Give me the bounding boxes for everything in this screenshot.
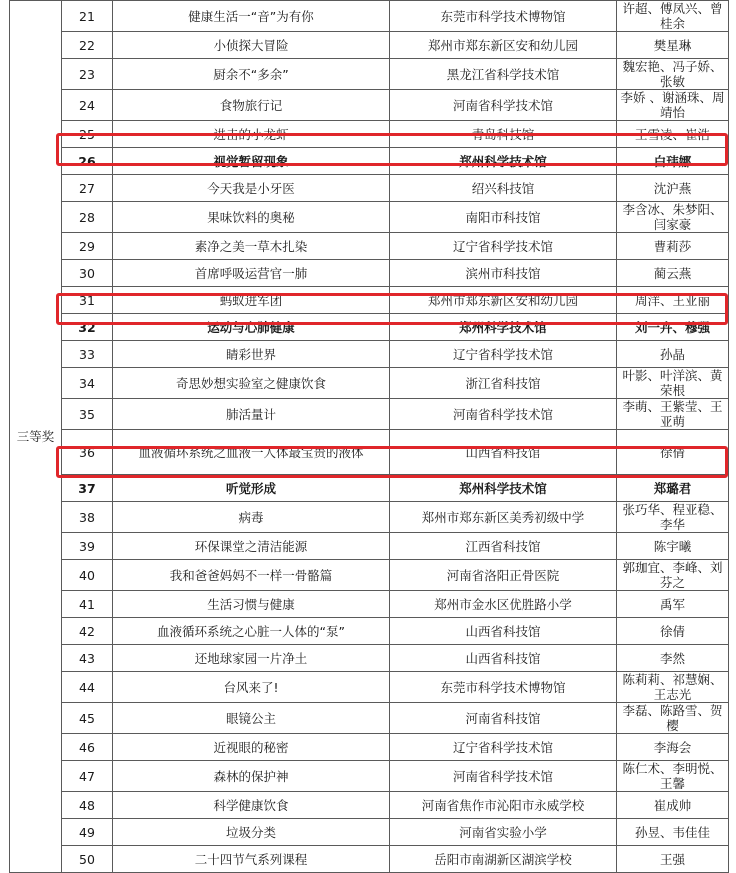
unit-cell: 河南省洛阳正骨医院 xyxy=(390,560,617,591)
unit-cell: 郑州科学技术馆 xyxy=(390,148,617,175)
authors-cell: 白玮娜 xyxy=(617,148,729,175)
awards-table xyxy=(9,0,729,873)
number-cell: 43 xyxy=(62,645,113,672)
authors-cell: 徐倩 xyxy=(617,618,729,645)
unit-cell: 山西省科技馆 xyxy=(390,645,617,672)
number-cell: 24 xyxy=(62,90,113,121)
authors-cell: 禹军 xyxy=(617,591,729,618)
number-cell: 21 xyxy=(62,1,113,32)
unit-cell: 绍兴科技馆 xyxy=(390,175,617,202)
title-cell: 环保课堂之清洁能源 xyxy=(113,533,390,560)
title-cell: 睛彩世界 xyxy=(113,341,390,368)
table-row xyxy=(10,368,729,399)
authors-cell: 王雪凌、崔浩 xyxy=(617,121,729,148)
number-cell: 47 xyxy=(62,761,113,792)
number-cell: 35 xyxy=(62,399,113,430)
title-cell: 食物旅行记 xyxy=(113,90,390,121)
unit-cell: 南阳市科技馆 xyxy=(390,202,617,233)
number-cell: 30 xyxy=(62,260,113,287)
title-cell: 还地球家园一片净土 xyxy=(113,645,390,672)
title-cell: 运动与心肺健康 xyxy=(113,314,390,341)
number-cell: 45 xyxy=(62,703,113,734)
unit-cell: 郑州市郑东新区安和幼儿园 xyxy=(390,32,617,59)
table-row xyxy=(10,430,729,475)
title-cell: 果味饮料的奥秘 xyxy=(113,202,390,233)
table-row xyxy=(10,341,729,368)
number-cell: 50 xyxy=(62,846,113,873)
number-cell: 36 xyxy=(62,430,113,475)
authors-cell: 陈莉莉、祁慧娴、王志光 xyxy=(617,672,729,703)
table-row xyxy=(10,703,729,734)
authors-cell: 李海会 xyxy=(617,734,729,761)
authors-cell: 王强 xyxy=(617,846,729,873)
title-cell: 近视眼的秘密 xyxy=(113,734,390,761)
table-row xyxy=(10,175,729,202)
table-row xyxy=(10,734,729,761)
number-cell: 34 xyxy=(62,368,113,399)
table-row xyxy=(10,846,729,873)
unit-cell: 江西省科技馆 xyxy=(390,533,617,560)
authors-cell: 许超、傅凤兴、曾桂余 xyxy=(617,1,729,32)
authors-cell: 刘一卉、穆强 xyxy=(617,314,729,341)
title-cell: 蚂蚁进军团 xyxy=(113,287,390,314)
title-cell: 奇思妙想实验室之健康饮食 xyxy=(113,368,390,399)
title-cell: 二十四节气系列课程 xyxy=(113,846,390,873)
unit-cell: 辽宁省科学技术馆 xyxy=(390,233,617,260)
table-row xyxy=(10,314,729,341)
title-cell: 首席呼吸运营官一肺 xyxy=(113,260,390,287)
number-cell: 26 xyxy=(62,148,113,175)
authors-cell: 李娇 、谢涵珠、周靖怡 xyxy=(617,90,729,121)
table-row xyxy=(10,591,729,618)
table-row xyxy=(10,761,729,792)
table-row xyxy=(10,1,729,32)
number-cell: 31 xyxy=(62,287,113,314)
unit-cell: 青岛科技馆 xyxy=(390,121,617,148)
title-cell: 视觉暂留现象 xyxy=(113,148,390,175)
number-cell: 29 xyxy=(62,233,113,260)
title-cell: 健康生活一“音”为有你 xyxy=(113,1,390,32)
number-cell: 49 xyxy=(62,819,113,846)
authors-cell: 徐倩 xyxy=(617,430,729,475)
title-cell: 今天我是小牙医 xyxy=(113,175,390,202)
table-row xyxy=(10,533,729,560)
authors-cell: 沈沪燕 xyxy=(617,175,729,202)
unit-cell: 山西省科技馆 xyxy=(390,430,617,475)
unit-cell: 浙江省科技馆 xyxy=(390,368,617,399)
table-row xyxy=(10,287,729,314)
authors-cell: 崔成帅 xyxy=(617,792,729,819)
unit-cell: 河南省实验小学 xyxy=(390,819,617,846)
unit-cell: 郑州市郑东新区安和幼儿园 xyxy=(390,287,617,314)
number-cell: 23 xyxy=(62,59,113,90)
unit-cell: 山西省科技馆 xyxy=(390,618,617,645)
unit-cell: 东莞市科学技术博物馆 xyxy=(390,1,617,32)
authors-cell: 陈仁术、李明悦、王馨 xyxy=(617,761,729,792)
table-row xyxy=(10,202,729,233)
title-cell: 血液循环系统之血液一人体最宝贵的液体 xyxy=(113,430,390,475)
authors-cell: 孙晶 xyxy=(617,341,729,368)
table-row xyxy=(10,792,729,819)
number-cell: 41 xyxy=(62,591,113,618)
unit-cell: 郑州市郑东新区美秀初级中学 xyxy=(390,502,617,533)
number-cell: 33 xyxy=(62,341,113,368)
title-cell: 进击的小龙虾 xyxy=(113,121,390,148)
title-cell: 我和爸爸妈妈不一样一骨骼篇 xyxy=(113,560,390,591)
number-cell: 37 xyxy=(62,475,113,502)
number-cell: 42 xyxy=(62,618,113,645)
unit-cell: 河南省科学技术馆 xyxy=(390,90,617,121)
unit-cell: 郑州市金水区优胜路小学 xyxy=(390,591,617,618)
authors-cell: 樊星琳 xyxy=(617,32,729,59)
table-row xyxy=(10,32,729,59)
table-row xyxy=(10,260,729,287)
number-cell: 39 xyxy=(62,533,113,560)
number-cell: 28 xyxy=(62,202,113,233)
number-cell: 25 xyxy=(62,121,113,148)
table-row xyxy=(10,645,729,672)
table-row xyxy=(10,560,729,591)
title-cell: 听觉形成 xyxy=(113,475,390,502)
number-cell: 22 xyxy=(62,32,113,59)
title-cell: 眼镜公主 xyxy=(113,703,390,734)
table-row xyxy=(10,618,729,645)
unit-cell: 辽宁省科学技术馆 xyxy=(390,734,617,761)
unit-cell: 滨州市科技馆 xyxy=(390,260,617,287)
unit-cell: 郑州科学技术馆 xyxy=(390,314,617,341)
authors-cell: 李磊、陈路雪、贺樱 xyxy=(617,703,729,734)
number-cell: 48 xyxy=(62,792,113,819)
authors-cell: 李然 xyxy=(617,645,729,672)
title-cell: 垃圾分类 xyxy=(113,819,390,846)
unit-cell: 岳阳市南湖新区湖滨学校 xyxy=(390,846,617,873)
authors-cell: 郑璐君 xyxy=(617,475,729,502)
table-body xyxy=(10,1,729,873)
number-cell: 44 xyxy=(62,672,113,703)
authors-cell: 曹莉莎 xyxy=(617,233,729,260)
authors-cell: 张巧华、程亚稳、李华 xyxy=(617,502,729,533)
authors-cell: 蔺云燕 xyxy=(617,260,729,287)
title-cell: 台风来了! xyxy=(113,672,390,703)
title-cell: 病毒 xyxy=(113,502,390,533)
title-cell: 科学健康饮食 xyxy=(113,792,390,819)
table-row xyxy=(10,148,729,175)
table-row xyxy=(10,672,729,703)
title-cell: 肺活量计 xyxy=(113,399,390,430)
authors-cell: 叶影、叶洋滨、黄荣根 xyxy=(617,368,729,399)
unit-cell: 河南省科学技术馆 xyxy=(390,399,617,430)
table-row xyxy=(10,502,729,533)
unit-cell: 河南省科技馆 xyxy=(390,703,617,734)
unit-cell: 黑龙江省科学技术馆 xyxy=(390,59,617,90)
number-cell: 32 xyxy=(62,314,113,341)
number-cell: 46 xyxy=(62,734,113,761)
unit-cell: 辽宁省科学技术馆 xyxy=(390,341,617,368)
number-cell: 27 xyxy=(62,175,113,202)
authors-cell: 魏宏艳、冯子娇、张敏 xyxy=(617,59,729,90)
table-row xyxy=(10,90,729,121)
authors-cell: 李含冰、朱梦阳、闫家豪 xyxy=(617,202,729,233)
title-cell: 小侦探大冒险 xyxy=(113,32,390,59)
table-row xyxy=(10,121,729,148)
authors-cell: 陈宇曦 xyxy=(617,533,729,560)
table-row xyxy=(10,399,729,430)
title-cell: 生活习惯与健康 xyxy=(113,591,390,618)
unit-cell: 东莞市科学技术博物馆 xyxy=(390,672,617,703)
title-cell: 血液循环系统之心脏一人体的“泵” xyxy=(113,618,390,645)
authors-cell: 李萌、王紫莹、王亚萌 xyxy=(617,399,729,430)
title-cell: 素净之美一草木扎染 xyxy=(113,233,390,260)
table-row xyxy=(10,475,729,502)
table-row xyxy=(10,59,729,90)
unit-cell: 河南省科学技术馆 xyxy=(390,761,617,792)
authors-cell: 郭珈宜、李峰、刘芬之 xyxy=(617,560,729,591)
title-cell: 森林的保护神 xyxy=(113,761,390,792)
unit-cell: 河南省焦作市沁阳市永威学校 xyxy=(390,792,617,819)
authors-cell: 周洋、王亚丽 xyxy=(617,287,729,314)
number-cell: 40 xyxy=(62,560,113,591)
unit-cell: 郑州科学技术馆 xyxy=(390,475,617,502)
title-cell: 厨余不“多余” xyxy=(113,59,390,90)
number-cell: 38 xyxy=(62,502,113,533)
award-level-cell: 三等奖 xyxy=(10,1,62,873)
authors-cell: 孙昱、韦佳佳 xyxy=(617,819,729,846)
table-row xyxy=(10,233,729,260)
